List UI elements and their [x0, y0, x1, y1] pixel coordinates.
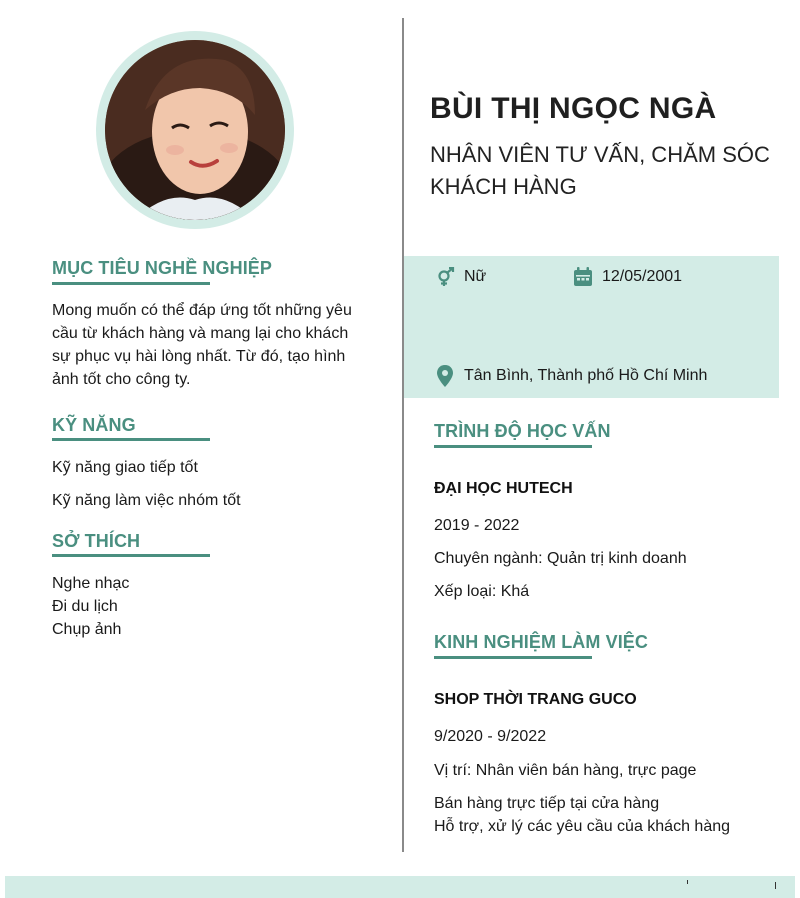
hobbies-heading: SỞ THÍCH — [52, 531, 141, 551]
full-name: BÙI THỊ NGỌC NGÀ — [430, 92, 717, 125]
skill-item: Kỹ năng giao tiếp tốt — [52, 459, 198, 476]
gender-value: Nữ — [464, 268, 487, 285]
experience-period: 9/2020 - 9/2022 — [434, 728, 547, 745]
skill-item: Kỹ năng làm việc nhóm tốt — [52, 492, 241, 509]
hobby-item: Nghe nhạc — [52, 575, 130, 592]
job-title: NHÂN VIÊN TƯ VẤN, CHĂM SÓC KHÁCH HÀNG — [430, 142, 770, 199]
education-major: Chuyên ngành: Quản trị kinh doanh — [434, 550, 687, 567]
gender-icon — [434, 266, 456, 288]
portrait-photo — [105, 40, 285, 220]
experience-duty: Bán hàng trực tiếp tại cửa hàng — [434, 795, 660, 812]
objective-text: Mong muốn có thể đáp ứng tốt những yêu cầu từ khách hàng và mang lại cho khách sự phục vụ hài lòng nhất. Từ đó, tạo hình ảnh tốt cho công ty. — [52, 302, 352, 388]
address-value: Tân Bình, Thành phố Hồ Chí Minh — [464, 367, 708, 384]
footer-mark — [775, 882, 776, 889]
hobby-item: Đi du lịch — [52, 598, 118, 615]
avatar — [105, 40, 285, 220]
objective-heading: MỤC TIÊU NGHỀ NGHIỆP — [52, 258, 273, 278]
skills-heading: KỸ NĂNG — [52, 415, 136, 435]
location-pin-icon — [434, 365, 456, 387]
education-heading-underline — [434, 445, 592, 448]
school-name: ĐẠI HỌC HUTECH — [434, 480, 573, 497]
birthdate-value: 12/05/2001 — [602, 268, 683, 285]
hobbies-heading-underline — [52, 554, 210, 557]
objective-heading-underline — [52, 282, 210, 285]
calendar-icon — [572, 266, 594, 288]
gender-item — [434, 266, 486, 288]
education-heading: TRÌNH ĐỘ HỌC VẤN — [434, 421, 611, 441]
experience-duty: Hỗ trợ, xử lý các yêu cầu của khách hàng — [434, 818, 731, 835]
education-rank: Xếp loại: Khá — [434, 583, 530, 600]
experience-position: Vị trí: Nhân viên bán hàng, trực page — [434, 762, 697, 779]
experience-heading-underline — [434, 656, 592, 659]
hobby-item: Chụp ảnh — [52, 621, 122, 638]
address-item — [434, 365, 707, 387]
experience-heading: KINH NGHIỆM LÀM VIỆC — [434, 632, 649, 652]
footer-band — [5, 876, 795, 898]
footer-mark — [687, 880, 688, 884]
company-name: SHOP THỜI TRANG GUCO — [434, 691, 637, 708]
birthdate-item — [572, 266, 682, 288]
education-period: 2019 - 2022 — [434, 517, 520, 534]
skills-heading-underline — [52, 438, 210, 441]
column-divider — [402, 18, 404, 852]
